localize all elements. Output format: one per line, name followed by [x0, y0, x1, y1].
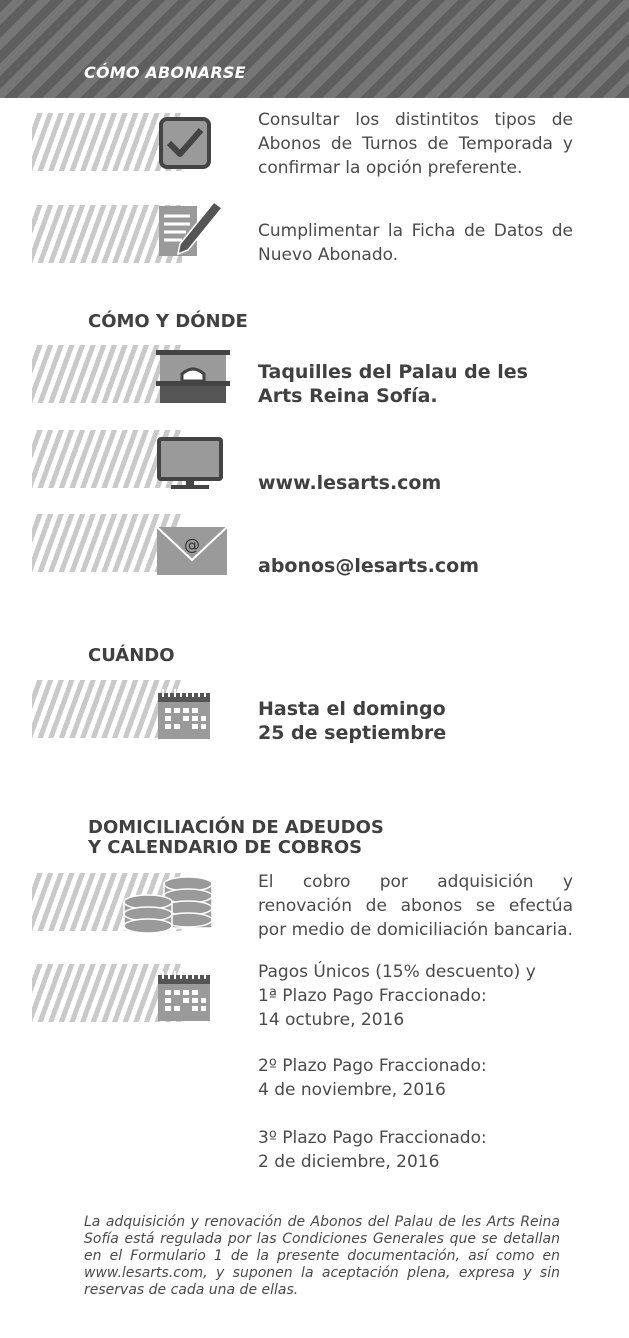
pagos-block-1: [258, 960, 536, 1032]
website-link[interactable]: www.lesarts.com: [258, 472, 442, 494]
calendar-icon: [157, 688, 211, 740]
taquilles-text: Taquilles del Palau de les Arts Reina Sofía.: [258, 361, 528, 407]
monitor-icon: [157, 437, 223, 491]
pagos-line: Pagos Únicos (15% descuento) y: [258, 962, 536, 982]
section-title-domiciliacion: [88, 818, 384, 858]
domiciliacion-title-line-1: DOMICILIACIÓN DE ADEUDOS: [88, 817, 384, 838]
calendar-icon: [157, 970, 211, 1022]
cuando-date: [258, 697, 573, 745]
section-title-cuando: CUÁNDO: [88, 645, 175, 666]
step-cumplimentar-text: Cumplimentar la Ficha de Datos de Nuevo Abonado.: [258, 221, 573, 265]
footer-legal-text: La adquisición y renovación de Abonos del Palau de les Arts Reina Sofía está regulada por las Condiciones Generales que se detallan en el Formulario 1 de la presente documentación, así como en www.lesarts.com, y suponen la aceptación plena, expresa y sin reservas de cada una de ellas.: [84, 1214, 560, 1298]
section-title-como-donde: CÓMO Y DÓNDE: [88, 311, 248, 332]
step-consultar-text: Consultar los distintitos tipos de Abonos de Turnos de Temporada y confirmar la opción preferente.: [258, 110, 573, 178]
pagos-block-3: [258, 1126, 487, 1174]
form-pencil-icon: [156, 196, 226, 260]
page-title: CÓMO ABONARSE: [84, 63, 246, 82]
email-link[interactable]: abonos@lesarts.com: [258, 555, 479, 577]
coins-icon: [120, 876, 214, 936]
pagos-line: 1ª Plazo Pago Fraccionado:: [258, 986, 487, 1006]
envelope-icon: [156, 526, 228, 576]
ticket-office-icon: [156, 350, 230, 404]
checkbox-icon: [158, 116, 212, 170]
pagos-line: 4 de noviembre, 2016: [258, 1080, 446, 1100]
header-banner: [0, 0, 629, 98]
cuando-line-2: 25 de septiembre: [258, 722, 447, 744]
cobro-text: El cobro por adquisición y renovación de abonos se efectúa por medio de domiciliación bancaria.: [258, 872, 573, 940]
pagos-block-2: [258, 1054, 487, 1102]
cuando-line-1: Hasta el domingo: [258, 698, 446, 720]
domiciliacion-title-line-2: Y CALENDARIO DE COBROS: [88, 837, 363, 858]
svg-text:@: @: [184, 535, 200, 554]
pagos-line: 2º Plazo Pago Fraccionado:: [258, 1056, 487, 1076]
pagos-line: 3º Plazo Pago Fraccionado:: [258, 1128, 487, 1148]
pagos-line: 2 de diciembre, 2016: [258, 1152, 440, 1172]
pagos-line: 14 octubre, 2016: [258, 1010, 405, 1030]
